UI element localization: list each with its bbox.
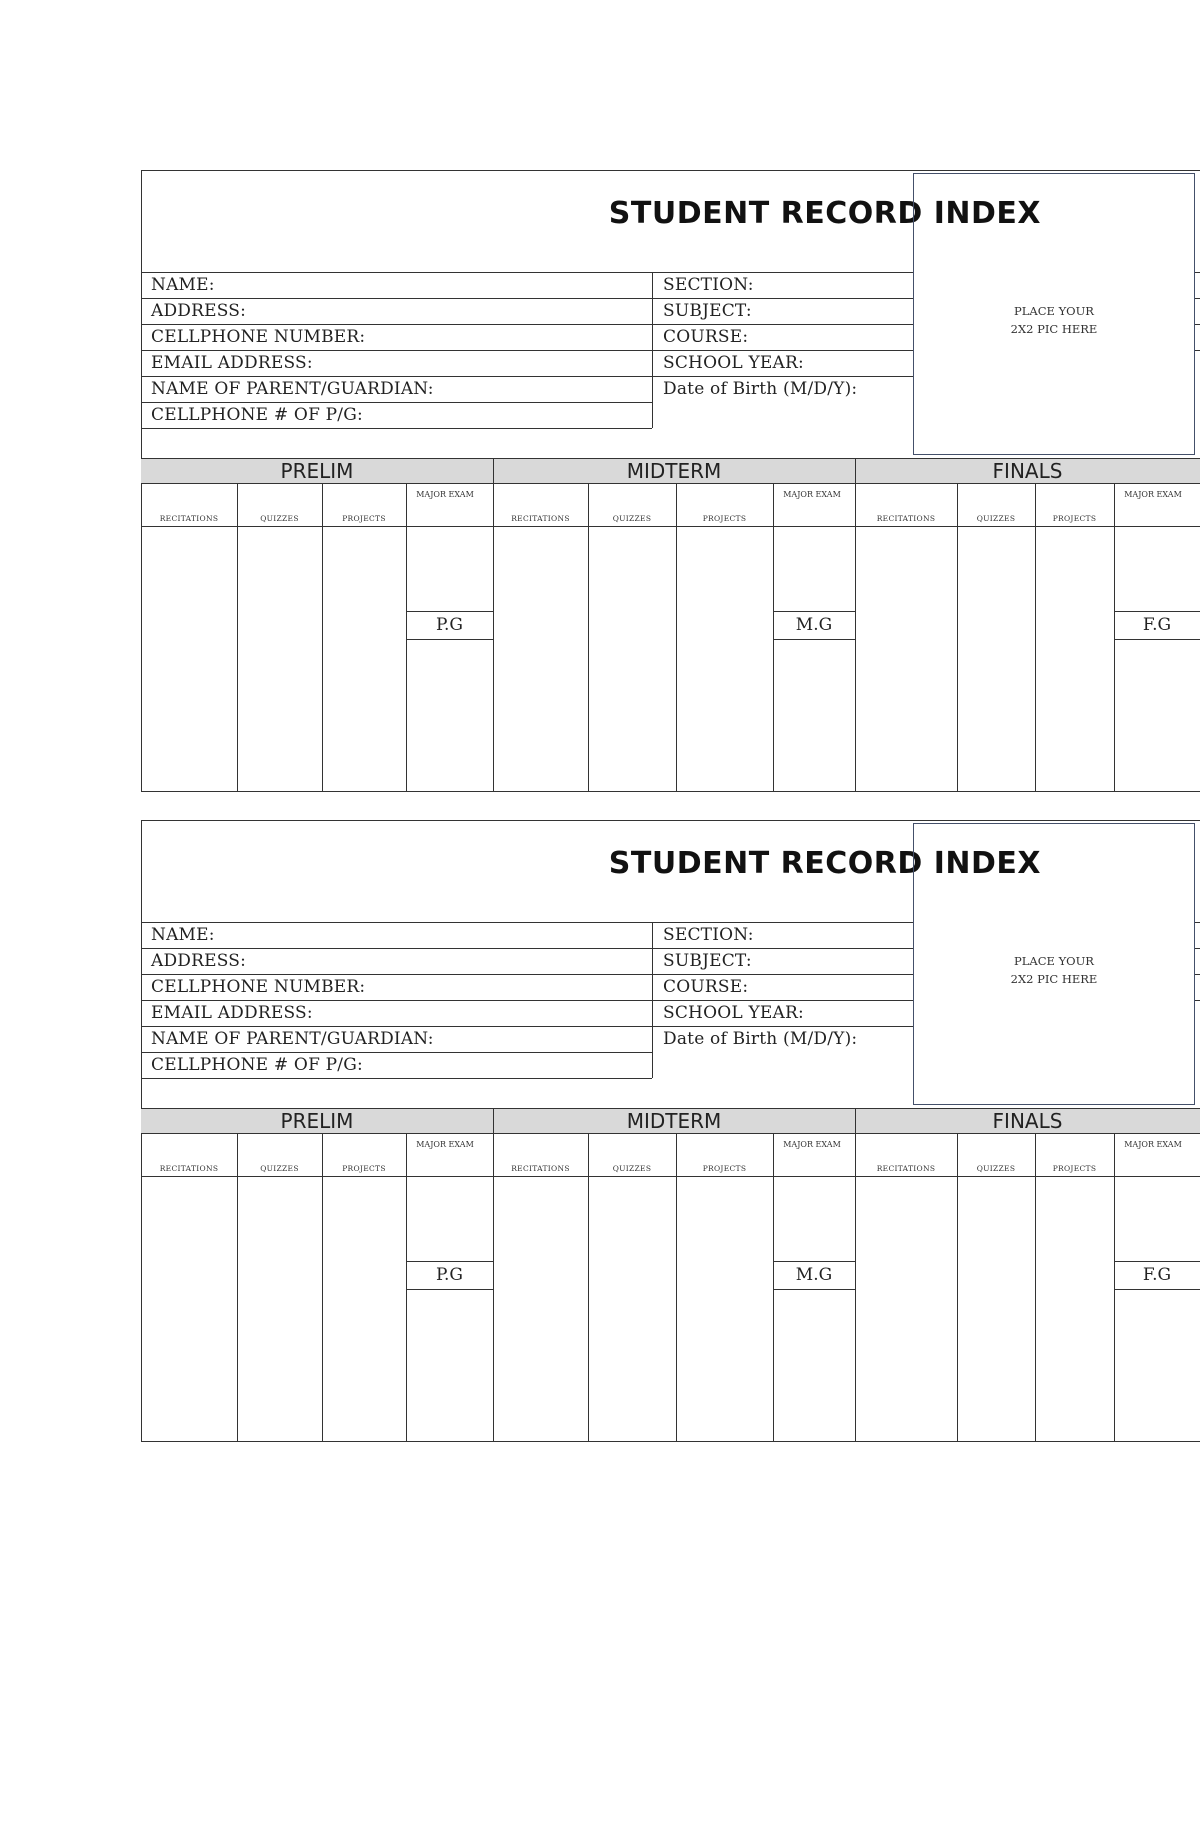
column-header: QUIZZES [260,1164,299,1173]
column-divider [322,484,323,791]
rule-line [652,376,913,377]
column-header-major-exam: MAJOR EXAM [1124,490,1182,499]
grade-label-pg: P.G [436,615,463,635]
rule-line [141,350,652,351]
rule-line [1195,350,1200,351]
rule-line [773,1289,855,1290]
column-header: QUIZZES [976,1164,1016,1173]
rule-line [141,1026,652,1027]
rule-line [141,1052,652,1053]
card-border-bottom [141,791,1200,792]
rule-line [652,974,913,975]
info-field-label: NAME OF PARENT/GUARDIAN: [151,379,434,399]
grade-label-fg: F.G [1142,1265,1172,1285]
column-header: PROJECTS [702,514,747,523]
rule-line [141,1176,1200,1177]
rule-line [652,1000,913,1001]
column-divider [322,1134,323,1441]
photo-instruction-line: PLACE YOUR [1014,304,1094,318]
rule-line [1114,1289,1200,1290]
column-header-major-exam: MAJOR EXAM [416,490,474,499]
photo-placeholder [913,173,1195,455]
column-header: QUIZZES [612,514,652,523]
column-divider [676,1134,677,1441]
term-header-prelim: PRELIM [280,1109,354,1133]
column-header-major-exam: MAJOR EXAM [783,1140,841,1149]
rule-line [141,324,652,325]
column-header: PROJECTS [342,514,386,523]
column-divider [855,484,856,791]
info-field-label: CELLPHONE NUMBER: [151,327,366,347]
info-field-label: CELLPHONE # OF P/G: [151,1055,363,1075]
column-header: PROJECTS [342,1164,386,1173]
column-divider [588,484,589,791]
grade-label-fg: F.G [1142,615,1172,635]
column-divider [957,1134,958,1441]
column-header: RECITATIONS [511,514,570,523]
grade-label-mg: M.G [795,1265,833,1285]
column-header: QUIZZES [612,1164,652,1173]
student-record-card [141,820,1200,1442]
rule-line [1195,948,1200,949]
column-header: PROJECTS [1052,1164,1097,1173]
info-field-label: CELLPHONE # OF P/G: [151,405,363,425]
column-divider [1035,484,1036,791]
info-field-label: COURSE: [663,327,749,347]
info-field-label: Date of Birth (M/D/Y): [663,379,858,399]
info-field-label: Date of Birth (M/D/Y): [663,1029,858,1049]
card-title: STUDENT RECORD INDEX [608,846,1041,881]
column-header-major-exam: MAJOR EXAM [1124,1140,1182,1149]
rule-line [1114,639,1200,640]
column-divider [493,1134,494,1441]
column-header: PROJECTS [702,1164,747,1173]
column-header: RECITATIONS [876,1164,936,1173]
info-field-label: NAME: [151,925,215,945]
rule-line [141,922,913,923]
column-header: RECITATIONS [876,514,936,523]
info-field-label: NAME: [151,275,215,295]
column-divider [493,1108,494,1134]
column-header-major-exam: MAJOR EXAM [416,1140,474,1149]
column-divider [855,458,856,484]
rule-line [406,1289,493,1290]
rule-line [141,526,1200,527]
info-field-label: SUBJECT: [663,951,752,971]
column-divider [652,272,653,428]
term-header-midterm: MIDTERM [626,459,722,483]
column-divider [237,484,238,791]
rule-line [141,1078,652,1079]
info-field-label: COURSE: [663,977,749,997]
column-divider [588,1134,589,1441]
rule-line [652,1026,913,1027]
rule-line [652,324,913,325]
card-title: STUDENT RECORD INDEX [608,196,1041,231]
rule-line [1195,272,1200,273]
rule-line [141,298,652,299]
column-divider [1035,1134,1036,1441]
rule-line [1195,324,1200,325]
info-field-label: ADDRESS: [151,301,247,321]
column-header-major-exam: MAJOR EXAM [783,490,841,499]
column-divider [957,484,958,791]
term-header-finals: FINALS [992,1109,1063,1133]
column-divider [855,1108,856,1134]
term-header-finals: FINALS [992,459,1063,483]
info-field-label: SCHOOL YEAR: [663,353,804,373]
rule-line [141,1000,652,1001]
rule-line [1195,974,1200,975]
column-header: RECITATIONS [511,1164,570,1173]
info-field-label: CELLPHONE NUMBER: [151,977,366,997]
rule-line [141,974,652,975]
info-field-label: NAME OF PARENT/GUARDIAN: [151,1029,434,1049]
photo-instruction [914,952,1194,988]
column-header: QUIZZES [976,514,1016,523]
column-divider [855,1134,856,1441]
photo-instruction [914,302,1194,338]
info-field-label: EMAIL ADDRESS: [151,1003,313,1023]
info-field-label: SECTION: [663,925,754,945]
rule-line [652,298,913,299]
column-divider [493,484,494,791]
rule-line [1195,1000,1200,1001]
photo-placeholder [913,823,1195,1105]
column-divider [652,922,653,1078]
card-border-top [141,820,1200,821]
term-header-midterm: MIDTERM [626,1109,722,1133]
rule-line [406,639,493,640]
info-field-label: EMAIL ADDRESS: [151,353,313,373]
info-field-label: SECTION: [663,275,754,295]
rule-line [141,272,913,273]
term-header-prelim: PRELIM [280,459,354,483]
column-header: RECITATIONS [159,514,219,523]
info-field-label: SCHOOL YEAR: [663,1003,804,1023]
card-border-top [141,170,1200,171]
rule-line [141,402,652,403]
card-border-bottom [141,1441,1200,1442]
grade-label-mg: M.G [795,615,833,635]
info-field-label: ADDRESS: [151,951,247,971]
rule-line [652,350,913,351]
photo-instruction-line: PLACE YOUR [1014,954,1094,968]
photo-instruction-line: 2X2 PIC HERE [1010,322,1098,336]
rule-line [1195,298,1200,299]
column-header: PROJECTS [1052,514,1097,523]
rule-line [141,428,652,429]
column-divider [493,458,494,484]
rule-line [773,639,855,640]
info-field-label: SUBJECT: [663,301,752,321]
column-header: RECITATIONS [159,1164,219,1173]
rule-line [141,948,652,949]
student-record-card [141,170,1200,792]
grade-label-pg: P.G [436,1265,463,1285]
photo-instruction-line: 2X2 PIC HERE [1010,972,1098,986]
rule-line [141,376,652,377]
column-header: QUIZZES [260,514,299,523]
column-divider [676,484,677,791]
rule-line [652,948,913,949]
rule-line [1195,922,1200,923]
column-divider [237,1134,238,1441]
